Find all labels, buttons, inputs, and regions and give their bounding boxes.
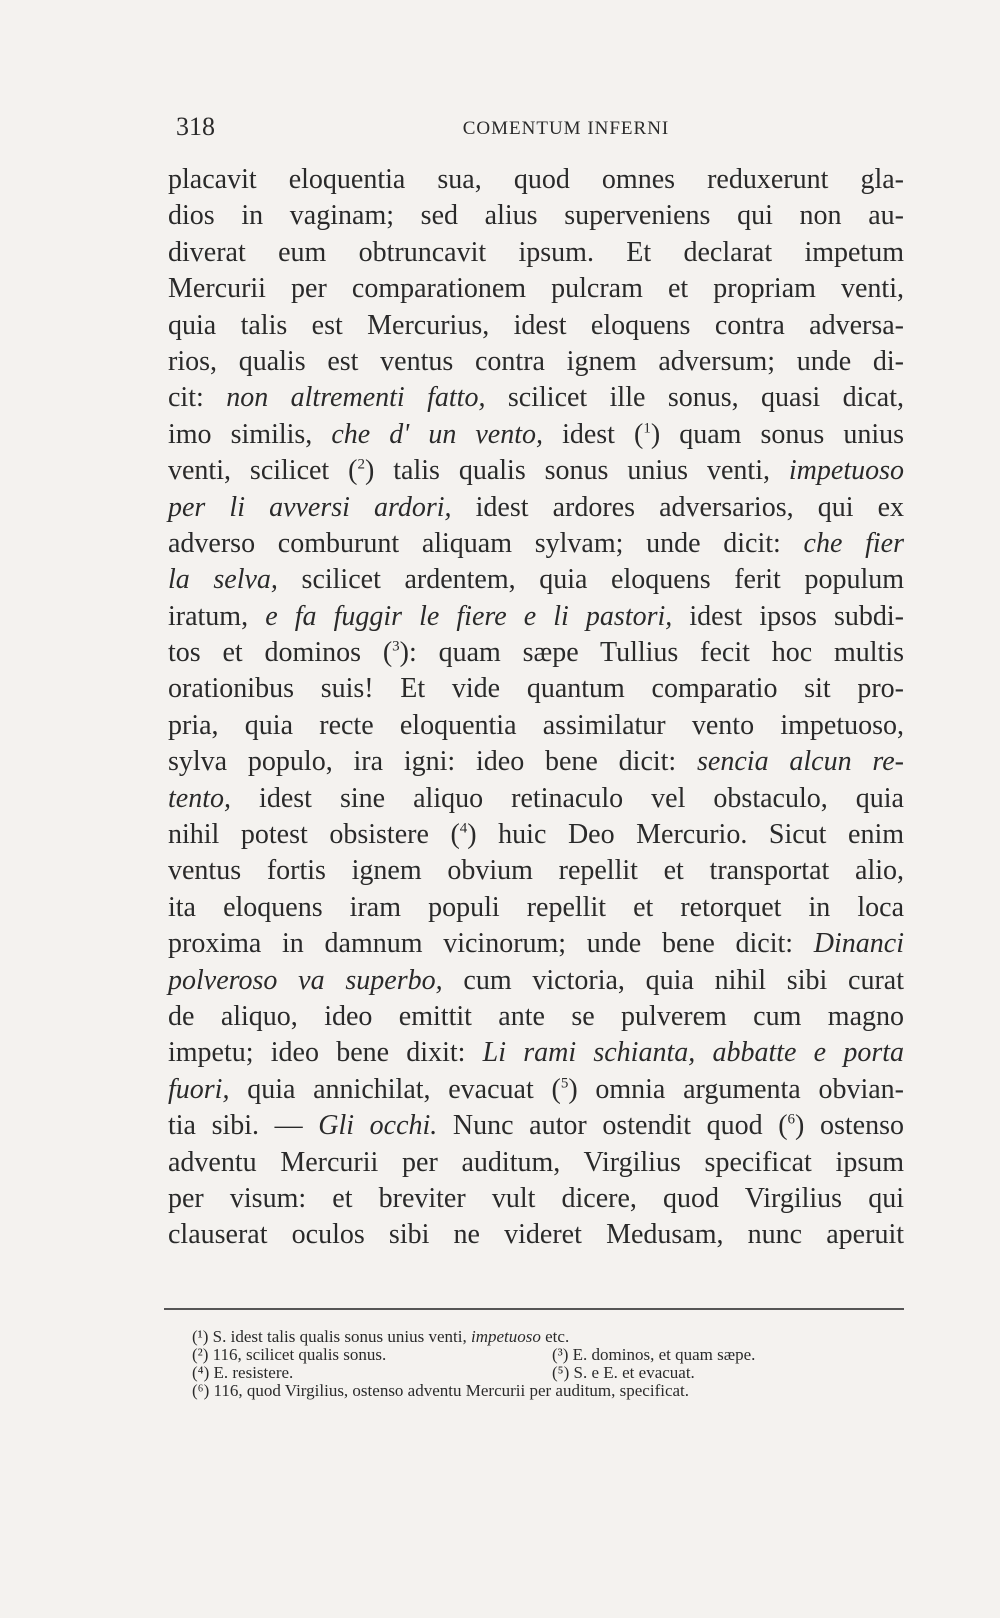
text-run: ) ostenso xyxy=(795,1110,904,1142)
text-run: idest ardores adversarios, qui ex xyxy=(451,491,904,523)
text-line xyxy=(168,708,904,744)
text-run: scilicet ille sonus, quasi dicat, xyxy=(485,382,905,414)
text-run: placavit eloquentia sua, quod omnes reduxerunt gla- xyxy=(168,164,904,195)
text-run: ): quam sæpe Tullius fecit hoc multis xyxy=(399,637,904,669)
text-line xyxy=(168,1181,904,1217)
text-line xyxy=(168,198,904,234)
text-line xyxy=(168,526,904,562)
quotation: la selva, xyxy=(168,564,278,596)
text-line xyxy=(168,781,904,817)
text-line xyxy=(168,235,904,271)
text-line xyxy=(168,599,904,635)
footnote-marker: (¹) xyxy=(192,1327,209,1346)
text-run: ) omnia argumenta obvian- xyxy=(568,1073,904,1105)
text-run: nihil potest obsistere ( xyxy=(168,819,460,851)
quotation: Li rami schianta, abbatte e porta xyxy=(482,1037,904,1069)
text-line xyxy=(168,853,904,889)
text-line xyxy=(168,926,904,962)
quotation: Dinanci xyxy=(813,928,904,960)
text-line xyxy=(168,453,904,489)
text-run: quia talis est Mercurius, idest eloquens contra adversa- xyxy=(168,309,904,341)
text-run: dios in vaginam; sed alius superveniens qui non au- xyxy=(168,200,904,232)
text-line xyxy=(168,1035,904,1071)
text-run: ) talis qualis sonus unius venti, xyxy=(364,455,789,487)
text-run: per visum: et breviter vult dicere, quod Virgilius qui xyxy=(168,1182,904,1214)
text-run: imo similis, xyxy=(168,418,332,450)
running-head: COMENTUM INFERNI xyxy=(462,118,670,139)
footnotes xyxy=(192,1328,892,1400)
text-line xyxy=(168,562,904,598)
footnote-6: (⁶) 116, quod Virgilius, ostenso adventu Mercurii per auditum, specificat. xyxy=(192,1381,690,1400)
quotation: fuori, xyxy=(168,1073,230,1105)
footnote-ref[interactable]: 5 xyxy=(560,1075,569,1092)
text-run: diverat eum obtruncavit ipsum. Et declarat impetum xyxy=(168,236,904,268)
footnote-2: (²) 116, scilicet qualis sonus. xyxy=(192,1345,387,1364)
text-run: sylva populo, ira igni: ideo bene dicit: xyxy=(168,746,698,778)
quotation: Gli occhi. xyxy=(318,1110,438,1142)
footnote-ref[interactable]: 1 xyxy=(643,420,651,437)
text-run: scilicet ardentem, quia eloquens ferit populum xyxy=(277,564,905,596)
text-run: iratum, xyxy=(168,600,266,632)
text-line xyxy=(168,999,904,1035)
text-run: ) huic Deo Mercurio. Sicut enim xyxy=(467,819,905,851)
text-run: cit: xyxy=(168,382,227,414)
quotation: tento, xyxy=(168,782,231,814)
text-line xyxy=(168,271,904,307)
text-line xyxy=(168,1145,904,1181)
text-run: Nunc autor ostendit quod ( xyxy=(437,1110,788,1142)
quotation: impetuoso xyxy=(788,455,905,487)
text-run: orationibus suis! Et vide quantum comparatio sit pro- xyxy=(168,673,904,705)
footnote-text: S. idest talis qualis sonus unius venti, xyxy=(208,1327,471,1346)
text-run: proxima in damnum vicinorum; unde bene dicit: xyxy=(168,928,814,960)
text-run: idest sine aliquo retinaculo vel obstaculo, quia xyxy=(231,782,904,814)
text-run: venti, scilicet ( xyxy=(168,455,358,487)
text-line xyxy=(168,344,904,380)
footnote-quotation: impetuoso xyxy=(470,1327,541,1346)
text-line xyxy=(168,1217,904,1253)
text-line xyxy=(168,490,904,526)
text-run: idest ipsos subdi- xyxy=(672,600,904,632)
quotation: non altrementi fatto, xyxy=(226,382,486,414)
text-run: rios, qualis est ventus contra ignem adversum; unde di- xyxy=(168,345,904,377)
text-run: cum victoria, quia nihil sibi curat xyxy=(442,964,904,996)
footnote-ref[interactable]: 2 xyxy=(357,456,365,473)
text-run: tia sibi. — xyxy=(168,1110,319,1142)
page-number: 318 xyxy=(176,112,215,141)
text-line xyxy=(168,671,904,707)
footnote-ref[interactable]: 3 xyxy=(392,638,400,655)
text-line xyxy=(168,308,904,344)
footnote-ref[interactable]: 4 xyxy=(459,820,468,837)
footnote-4: (⁴) E. resistere. xyxy=(192,1363,294,1382)
footnote-3: (³) E. dominos, et quam sæpe. xyxy=(552,1345,756,1364)
text-run: tos et dominos ( xyxy=(168,637,393,669)
text-run: ventus fortis ignem obvium repellit et transportat alio, xyxy=(168,855,904,887)
footnote-1 xyxy=(192,1328,892,1346)
footnote-ref[interactable]: 6 xyxy=(787,1111,796,1128)
text-run: ita eloquens iram populi repellit et retorquet in loca xyxy=(168,891,904,923)
footnote-row xyxy=(192,1346,892,1364)
quotation: che fier xyxy=(803,527,904,559)
quotation: polveroso va superbo, xyxy=(168,964,443,996)
footnote-5: (⁵) S. e E. et evacuat. xyxy=(552,1363,695,1382)
quotation: sencia alcun re- xyxy=(697,746,904,778)
text-run: idest ( xyxy=(543,418,644,450)
text-run: impetu; ideo bene dixit: xyxy=(168,1037,483,1069)
quotation: che d' un vento, xyxy=(331,418,544,450)
footnote-text: etc. xyxy=(540,1327,570,1346)
text-line xyxy=(168,380,904,416)
text-run: Mercurii per comparationem pulcram et propriam venti, xyxy=(168,273,904,305)
text-run: adventu Mercurii per auditum, Virgilius specificat ipsum xyxy=(168,1146,904,1178)
text-run: adverso comburunt aliquam sylvam; unde dicit: xyxy=(168,527,804,559)
text-run: ) quam sonus unius xyxy=(650,418,905,450)
text-run: quia annichilat, evacuat ( xyxy=(229,1073,561,1105)
body-text xyxy=(168,162,904,1254)
text-line xyxy=(168,162,904,198)
text-line xyxy=(168,817,904,853)
page-header xyxy=(176,112,896,148)
quotation: per li avversi ardori, xyxy=(168,491,452,523)
text-run: de aliquo, ideo emittit ante se pulverem cum magno xyxy=(168,1000,904,1032)
text-line xyxy=(168,744,904,780)
text-line xyxy=(168,1072,904,1108)
text-run: pria, quia recte eloquentia assimilatur vento impetuoso, xyxy=(168,709,904,741)
footnote-row xyxy=(192,1364,892,1382)
text-line xyxy=(168,890,904,926)
quotation: e fa fuggir le fiere e li pastori, xyxy=(265,600,673,632)
footnote-divider xyxy=(164,1308,904,1310)
text-line xyxy=(168,635,904,671)
text-run: clauserat oculos sibi ne videret Medusam, nunc aperuit xyxy=(168,1219,904,1251)
text-line xyxy=(168,417,904,453)
text-line xyxy=(168,1108,904,1144)
text-line xyxy=(168,963,904,999)
